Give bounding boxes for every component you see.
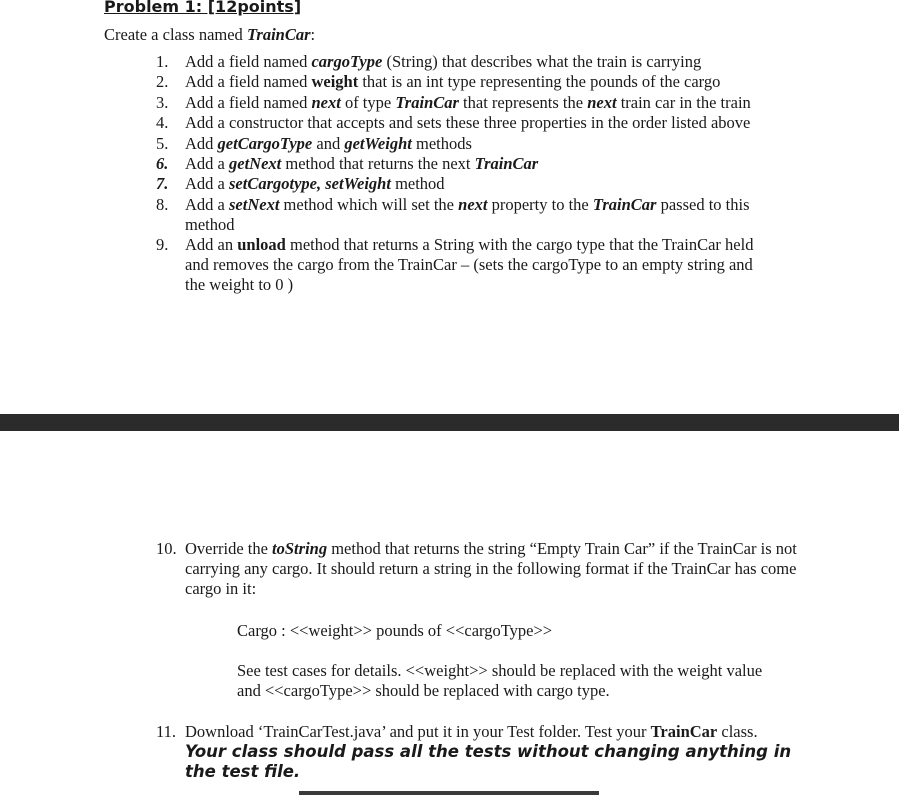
list-number: 10.	[156, 539, 177, 558]
text-run: Add a field named	[185, 93, 312, 112]
emphasized-text: getNext	[229, 154, 282, 173]
text-run: that is an int type representing the pounds of the cargo	[358, 72, 721, 91]
list-text	[185, 134, 472, 154]
emphasized-text: setNext	[229, 195, 280, 214]
list-text	[185, 154, 538, 174]
text-run: Add a constructor that accepts and sets these three properties in the order listed above	[185, 113, 751, 132]
intro-line	[104, 25, 315, 45]
intro-colon: :	[310, 25, 316, 44]
emphasized-text: TrainCar	[395, 93, 459, 112]
item11-text2: class.	[717, 722, 758, 741]
emphasized-text: TrainCar	[592, 195, 657, 214]
text-run: Add an	[185, 235, 238, 254]
list-number: 11.	[156, 722, 177, 741]
page-divider-bar	[0, 414, 899, 431]
text-run: method which will set the	[279, 195, 459, 214]
list-number: 9.	[156, 235, 169, 254]
list-number: 3.	[156, 93, 169, 112]
text-run: that represents the	[458, 93, 588, 112]
emphasized-text: toString	[272, 539, 328, 558]
text-run: Add a	[185, 154, 229, 173]
list-number: 2.	[156, 72, 169, 91]
list-text	[185, 113, 750, 133]
format-example: Cargo : <<weight>> pounds of <<cargoType>>	[237, 621, 553, 640]
text-run: method	[390, 174, 445, 193]
list-number: 8.	[156, 195, 169, 214]
list-text	[185, 52, 701, 72]
intro-text: Create a class named	[104, 25, 247, 44]
emphasized-text: next	[311, 93, 341, 112]
text-run: method that returns the next	[281, 154, 475, 173]
text-run: Add a field named	[185, 52, 312, 71]
text-run: method that returns the string “Empty Train Car” if the TrainCar is not carrying any cargo. It should return a string in the following format if the TrainCar has come cargo in it:	[185, 539, 797, 598]
text-run: and	[312, 134, 345, 153]
emphasized-text: cargoType	[311, 52, 383, 71]
item11-class-name: TrainCar	[650, 722, 718, 741]
text-run: of type	[340, 93, 396, 112]
list-text	[185, 72, 720, 92]
intro-class-name: TrainCar	[246, 25, 311, 44]
list-number: 4.	[156, 113, 169, 132]
list-text	[185, 539, 797, 599]
item11-emphasis: Your class should pass all the tests without changing anything in the test file.	[185, 742, 792, 781]
emphasized-text: weight	[311, 72, 359, 91]
text-run: Override the	[185, 539, 273, 558]
text-run: passed to this method	[185, 195, 750, 234]
emphasized-text: setCargotype, setWeight	[229, 174, 391, 193]
item11-text1: Download ‘TrainCarTest.java’ and put it in your Test folder. Test your	[185, 722, 651, 741]
emphasized-text: next	[458, 195, 488, 214]
list-text	[185, 235, 770, 295]
text-run: methods	[411, 134, 472, 153]
list-number: 5.	[156, 134, 169, 153]
bottom-edge-bar	[299, 791, 599, 795]
emphasized-text: unload	[237, 235, 286, 254]
list-text	[185, 722, 800, 782]
format-note: See test cases for details. <<weight>> should be replaced with the weight value and <<cargoType>> should be replaced with cargo type.	[237, 661, 763, 700]
list-text	[185, 93, 751, 113]
text-run: method that returns a String with the cargo type that the TrainCar held and removes the cargo from the TrainCar – (sets the cargoType to an empty string and the weight to 0 )	[185, 235, 754, 294]
list-number: 6.	[156, 154, 169, 173]
list-number: 1.	[156, 52, 169, 71]
emphasized-text: getWeight	[344, 134, 412, 153]
text-run: Add a	[185, 174, 229, 193]
emphasized-text: TrainCar	[474, 154, 539, 173]
text-run: Add	[185, 134, 218, 153]
problem-heading: Problem 1: [12points]	[104, 0, 302, 16]
text-run: Add a field named	[185, 72, 312, 91]
list-text	[185, 174, 445, 194]
list-number: 7.	[156, 174, 169, 193]
text-run: Add a	[185, 195, 229, 214]
text-run: property to the	[487, 195, 593, 214]
list-text	[185, 195, 795, 235]
emphasized-text: next	[587, 93, 617, 112]
text-run: (String) that describes what the train is carrying	[382, 52, 702, 71]
emphasized-text: getCargoType	[217, 134, 313, 153]
text-run: train car in the train	[616, 93, 751, 112]
